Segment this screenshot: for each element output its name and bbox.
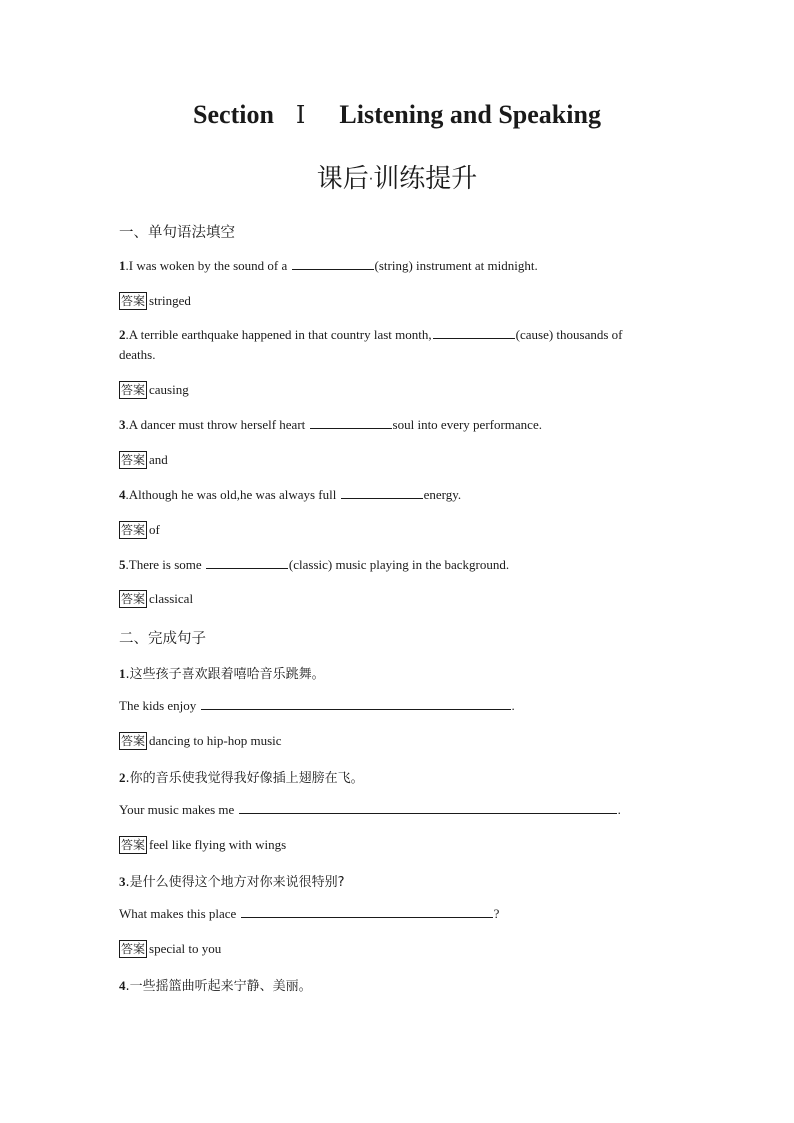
- question-chinese: .一些摇篮曲听起来宁静、美丽。: [125, 979, 312, 994]
- question-text: .There is some: [125, 557, 205, 572]
- answer-text: dancing to hip-hop music: [149, 733, 282, 748]
- question-end: ?: [493, 906, 500, 921]
- answer-text: classical: [149, 591, 194, 606]
- question-1-2: [119, 327, 623, 343]
- answer-2-3: [119, 940, 221, 958]
- answer-blank: [239, 802, 617, 814]
- question-2-4-zh: [119, 975, 312, 994]
- question-1-1: [119, 258, 538, 274]
- answer-blank: [292, 258, 374, 270]
- question-2-1-zh: [119, 663, 325, 682]
- question-text: .A dancer must throw herself heart: [125, 417, 309, 432]
- question-number: 1: [119, 666, 126, 681]
- question-number: 2: [119, 327, 126, 342]
- answer-text: of: [149, 522, 160, 537]
- question-text: (cause) thousands of: [515, 327, 623, 342]
- question-number: 2: [119, 770, 126, 785]
- title-name: Listening and Speaking: [339, 100, 601, 129]
- question-number: 4: [119, 978, 126, 993]
- page-subtitle: [0, 158, 794, 195]
- answer-blank: [341, 487, 423, 499]
- answer-tag: 答案: [121, 523, 146, 537]
- answer-blank: [241, 906, 493, 918]
- question-2-2-en: [119, 802, 621, 818]
- question-text: soul into every performance.: [392, 417, 542, 432]
- subtitle-right: 训练提升: [373, 164, 478, 194]
- question-text: (classic) music playing in the background.: [288, 557, 510, 572]
- answer-text: causing: [149, 382, 189, 397]
- question-text: (string) instrument at midnight.: [374, 258, 538, 273]
- question-1-4: [119, 487, 461, 503]
- question-number: 5: [119, 557, 126, 572]
- answer-text: feel like flying with wings: [149, 837, 287, 852]
- question-number: 3: [119, 874, 126, 889]
- answer-1-2: [119, 381, 189, 399]
- question-text: .Although he was old,he was always full: [125, 487, 340, 502]
- question-number: 1: [119, 258, 126, 273]
- answer-text: special to you: [149, 941, 222, 956]
- answer-text: and: [149, 452, 168, 467]
- question-1-2-cont: deaths.: [119, 347, 156, 362]
- section-heading-grammar: 一、单句语法填空: [119, 225, 235, 241]
- answer-blank: [206, 557, 288, 569]
- answer-text: stringed: [149, 293, 191, 308]
- question-2-2-zh: [119, 767, 364, 786]
- subtitle-left: 课后: [316, 164, 369, 194]
- question-english: Your music makes me: [119, 802, 238, 817]
- answer-tag: 答案: [121, 734, 146, 748]
- page-title: [0, 100, 794, 130]
- answer-1-4: [119, 521, 160, 539]
- answer-tag: 答案: [121, 453, 146, 467]
- question-text: .A terrible earthquake happened in that country last month,: [125, 327, 432, 342]
- answer-2-1: [119, 732, 282, 750]
- title-roman-numeral: Ⅰ: [295, 101, 306, 129]
- question-2-1-en: [119, 698, 515, 714]
- answer-blank: [433, 327, 515, 339]
- question-text: energy.: [423, 487, 462, 502]
- question-end: .: [617, 802, 621, 817]
- question-chinese: .是什么使得这个地方对你来说很特别?: [125, 875, 345, 890]
- answer-1-3: [119, 451, 168, 469]
- answer-tag: 答案: [121, 592, 146, 606]
- answer-tag: 答案: [121, 942, 146, 956]
- answer-blank: [310, 417, 392, 429]
- question-chinese: .你的音乐使我觉得我好像插上翅膀在飞。: [125, 771, 364, 786]
- answer-2-2: [119, 836, 286, 854]
- question-end: .: [511, 698, 515, 713]
- question-english: The kids enjoy: [119, 698, 200, 713]
- question-english: What makes this place: [119, 906, 240, 921]
- question-2-3-zh: [119, 871, 345, 890]
- answer-1-1: [119, 292, 191, 310]
- answer-1-5: [119, 590, 193, 608]
- subtitle-dot: ·: [368, 171, 374, 188]
- question-chinese: .这些孩子喜欢跟着嘻哈音乐跳舞。: [125, 667, 325, 682]
- question-number: 3: [119, 417, 126, 432]
- answer-blank: [201, 698, 511, 710]
- title-section: Section: [193, 100, 274, 129]
- question-number: 4: [119, 487, 126, 502]
- answer-tag: 答案: [121, 383, 146, 397]
- question-1-5: [119, 557, 509, 573]
- question-1-3: [119, 417, 542, 433]
- answer-tag: 答案: [121, 294, 146, 308]
- answer-tag: 答案: [121, 838, 146, 852]
- question-2-3-en: [119, 906, 499, 922]
- section-heading-sentences: 二、完成句子: [119, 631, 206, 647]
- question-text: .I was woken by the sound of a: [125, 258, 291, 273]
